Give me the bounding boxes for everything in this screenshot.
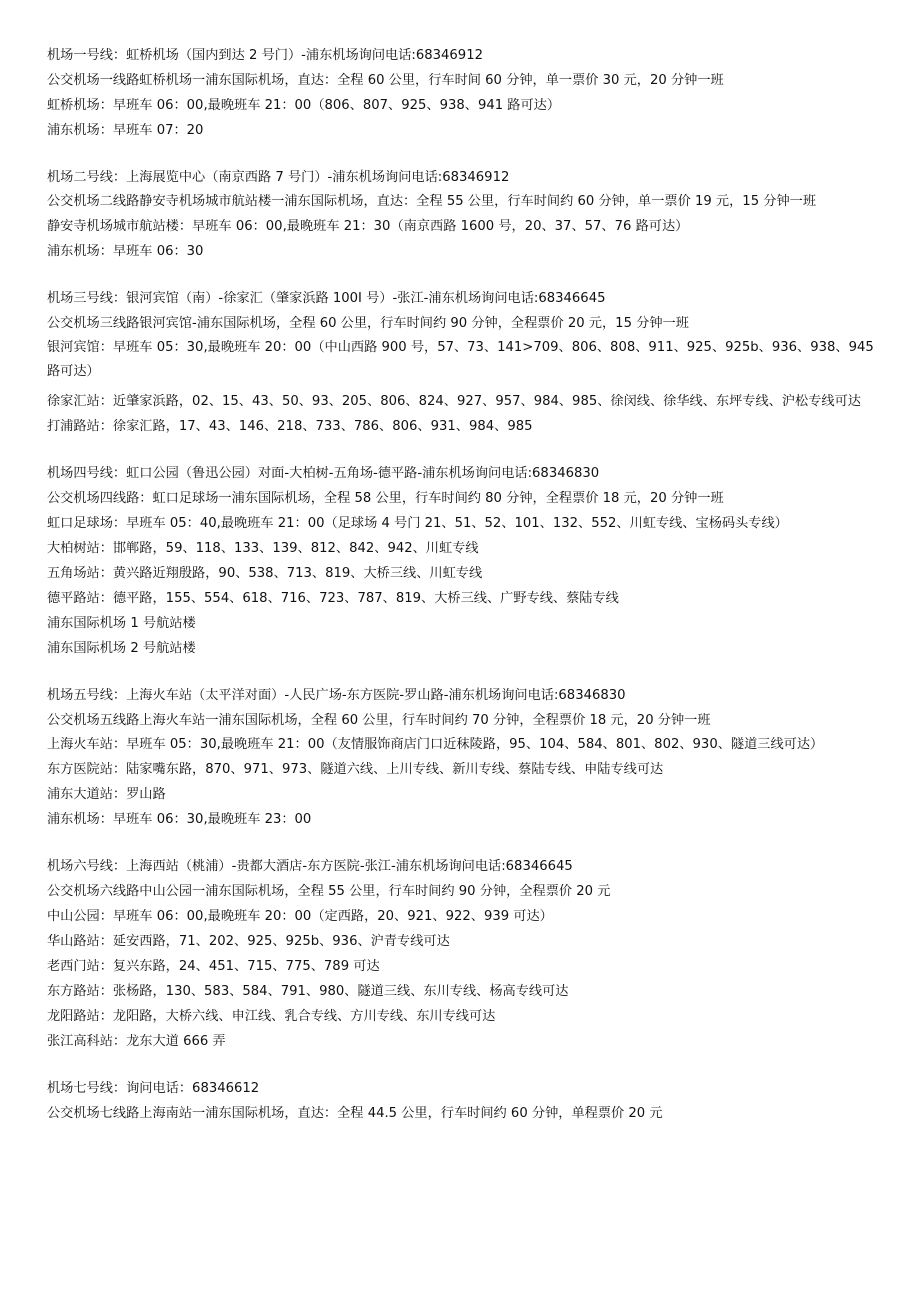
line-3-dapu: 打浦路站：徐家汇路，17、43、146、218、733、786、806、931、984、985 [47, 419, 533, 434]
line-5-dongfang-hospital: 东方医院站：陆家嘴东路，870、971、973、隧道六线、上川专线、新川专线、蔡陆专线、申陆专线可达 [47, 762, 664, 777]
line-4-terminal-1: 浦东国际机场 1 号航站楼 [47, 616, 196, 631]
line-4-title: 机场四号线：虹口公园（鲁迅公园）对面-大柏树-五角场-德平路-浦东机场询问电话:68346830 [47, 466, 600, 481]
section-airport-line-3 [47, 286, 880, 439]
line-6-huashan: 华山路站：延安西路，71、202、925、925b、936、沪青专线可达 [47, 934, 450, 949]
line-2-pudong: 浦东机场：早班车 06：30 [47, 244, 204, 259]
line-6-laoximen: 老西门站：复兴东路，24、451、715、775、789 可达 [47, 959, 380, 974]
line-5-title: 机场五号线：上海火车站（太平洋对面）-人民广场-东方医院-罗山路-浦东机场询问电话:68346830 [47, 688, 626, 703]
line-6-route: 公交机场六线路中山公园一浦东国际机场，全程 55 公里，行车时间约 90 分钟，全程票价 20 元 [47, 884, 611, 899]
line-1-title: 机场一号线：虹桥机场（国内到达 2 号门）-浦东机场询问电话:68346912 [47, 48, 483, 63]
line-3-route: 公交机场三线路银河宾馆-浦东国际机场，全程 60 公里，行车时间约 90 分钟，全程票价 20 元，15 分钟一班 [47, 316, 689, 331]
line-6-dongfang-road: 东方路站：张杨路，130、583、584、791、980、隧道三线、东川专线、杨高专线可达 [47, 984, 569, 999]
line-5-pudong: 浦东机场：早班车 06：30,最晚班车 23：00 [47, 812, 312, 827]
line-2-title: 机场二号线：上海展览中心（南京西路 7 号门）-浦东机场询问电话:68346912 [47, 170, 510, 185]
line-3-xujiahui: 徐家汇站：近肇家浜路，02、15、43、50、93、205、806、824、927、957、984、985、徐闵线、徐华线、东坪专线、沪松专线可达 [47, 394, 861, 409]
line-6-zhangjiang: 张江高科站：龙东大道 666 弄 [47, 1034, 226, 1049]
line-4-depinglu: 德平路站：德平路，155、554、618、716、723、787、819、大桥三线、广野专线、蔡陆专线 [47, 591, 619, 606]
line-5-pudong-avenue: 浦东大道站：罗山路 [47, 787, 166, 802]
line-3-yinhe: 银河宾馆：早班车 05：30,最晚班车 20：00（中山西路 900 号，57、73、141>709、806、808、911、925、925b、936、938、945 路可达） [47, 340, 878, 379]
line-2-jingan: 静安寺机场城市航站楼：早班车 06：00,最晚班车 21：30（南京西路 1600 号，20、37、57、76 路可达） [47, 219, 689, 234]
line-6-zhongshan-park: 中山公园：早班车 06：00,最晚班车 20：00（定西路，20、921、922、939 可达） [47, 909, 553, 924]
section-airport-line-2 [47, 165, 880, 264]
line-6-title: 机场六号线：上海西站（桃浦）-贵都大酒店-东方医院-张江-浦东机场询问电话:68346645 [47, 859, 573, 874]
line-6-longyang: 龙阳路站：龙阳路，大桥六线、申江线、乳合专线、方川专线、东川专线可达 [47, 1009, 496, 1024]
line-4-route: 公交机场四线路：虹口足球场一浦东国际机场，全程 58 公里，行车时间约 80 分钟，全程票价 18 元，20 分钟一班 [47, 491, 724, 506]
line-4-terminal-2: 浦东国际机场 2 号航站楼 [47, 641, 196, 656]
section-airport-line-4 [47, 461, 880, 661]
section-airport-line-5 [47, 683, 880, 832]
line-1-pudong: 浦东机场：早班车 07：20 [47, 123, 204, 138]
line-4-wujiaochang: 五角场站：黄兴路近翔殷路，90、538、713、819、大桥三线、川虹专线 [47, 566, 483, 581]
line-2-route: 公交机场二线路静安寺机场城市航站楼一浦东国际机场，直达：全程 55 公里，行车时间约 60 分钟，单一票价 19 元，15 分钟一班 [47, 194, 817, 209]
line-5-railway-station: 上海火车站：早班车 05：30,最晚班车 21：00（友情服饰商店门口近秣陵路，95、104、584、801、802、930、隧道三线可达） [47, 737, 824, 752]
section-airport-line-6 [47, 854, 880, 1054]
section-airport-line-7 [47, 1076, 880, 1126]
line-1-hongqiao: 虹桥机场：早班车 06：00,最晚班车 21：00（806、807、925、938、941 路可达） [47, 98, 561, 113]
section-airport-line-1 [47, 43, 880, 143]
line-7-route: 公交机场七线路上海南站一浦东国际机场，直达：全程 44.5 公里，行车时间约 60 分钟，单程票价 20 元 [47, 1106, 663, 1121]
line-1-route: 公交机场一线路虹桥机场一浦东国际机场，直达：全程 60 公里，行车时间 60 分钟，单一票价 30 元，20 分钟一班 [47, 73, 724, 88]
line-5-route: 公交机场五线路上海火车站一浦东国际机场，全程 60 公里，行车时间约 70 分钟，全程票价 18 元，20 分钟一班 [47, 713, 711, 728]
line-7-title: 机场七号线：询问电话：68346612 [47, 1081, 260, 1096]
line-3-title: 机场三号线：银河宾馆（南）-徐家汇（肇家浜路 100I 号）-张江-浦东机场询问电话:68346645 [47, 291, 606, 306]
line-4-hongkou: 虹口足球场：早班车 05：40,最晚班车 21：00（足球场 4 号门 21、51、52、101、132、552、川虹专线、宝杨码头专线） [47, 516, 788, 531]
line-4-dabaishu: 大柏树站：邯郸路，59、118、133、139、812、842、942、川虹专线 [47, 541, 479, 556]
